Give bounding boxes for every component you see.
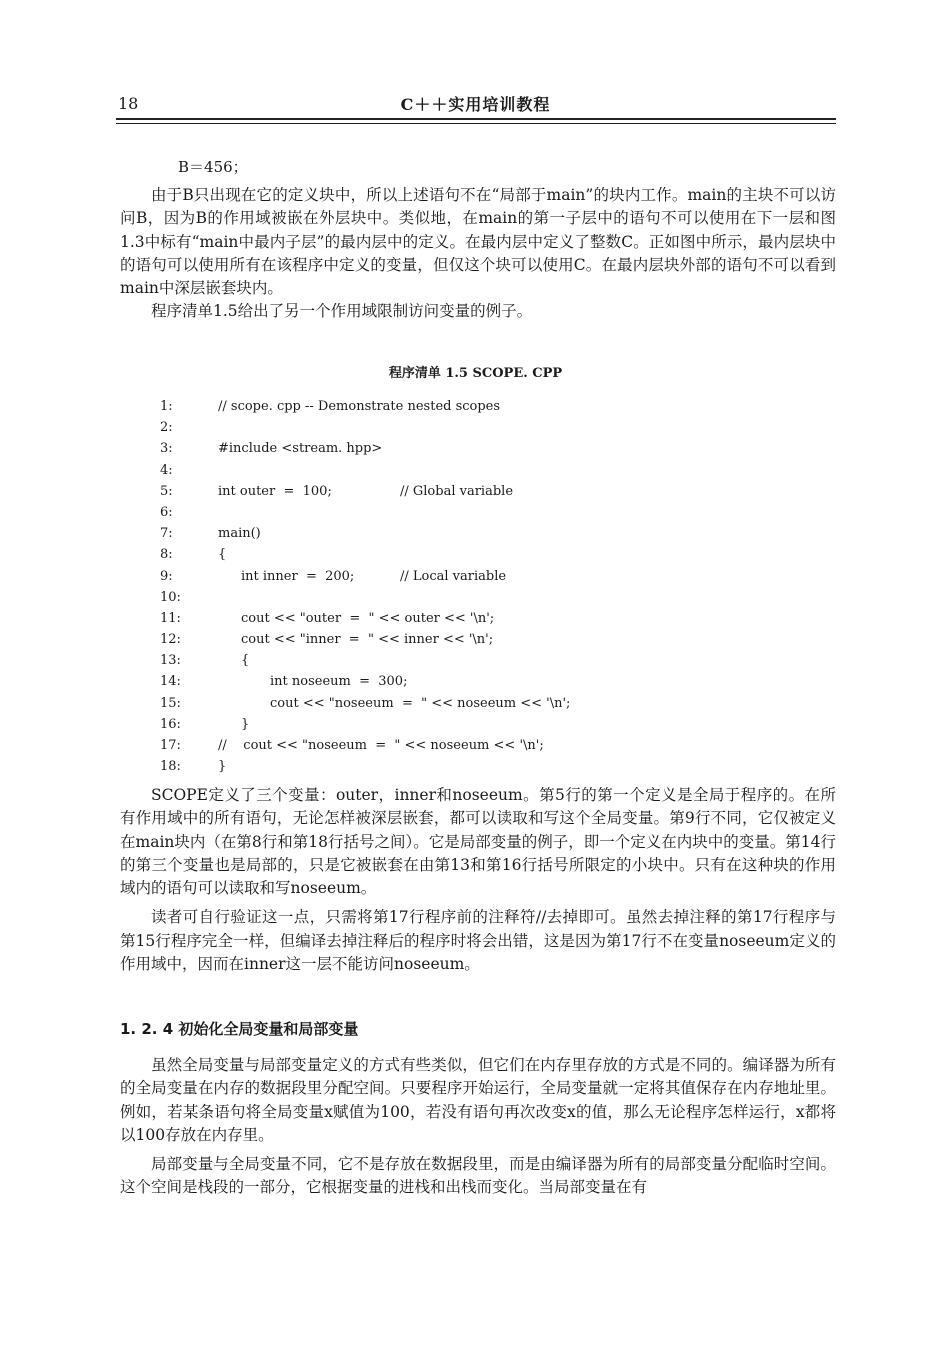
code-line-text: cout << "noseeum = " << noseeum << '\n'; bbox=[270, 695, 571, 711]
page-number: 18 bbox=[118, 94, 139, 113]
code-line-number: 13: bbox=[160, 653, 181, 669]
code-line-text: main() bbox=[218, 526, 261, 542]
paragraph: 由于B只出现在它的定义块中，所以上述语句不在“局部于main”的块内工作。main的主块不可以访问B，因为B的作用域被嵌在外层块中。类似地，在main的第一子层中的语句不可以使用在下一层和图1.3中标有“main中最内子层”的最内层中的定义。在最内层中定义了整数C。正如图中所示，最内层块中的语句可以使用所有在该程序中定义的变量，但仅这个块可以使用C。在最内层块外部的语句不可以看到main中深层嵌套块内。 bbox=[120, 186, 836, 298]
code-line-number: 10: bbox=[160, 589, 181, 605]
running-title: C＋＋实用培训教程 bbox=[400, 95, 551, 114]
code-line-text: int outer = 100; bbox=[218, 483, 332, 499]
code-line-number: 9: bbox=[160, 568, 173, 584]
code-line-number: 7: bbox=[160, 526, 173, 542]
code-line-number: 6: bbox=[160, 504, 173, 520]
text-block-1 bbox=[120, 184, 836, 324]
code-line-text: { bbox=[218, 547, 227, 563]
code-line-text: { bbox=[241, 653, 250, 669]
header-rule-thick bbox=[116, 118, 836, 120]
code-line-number: 8: bbox=[160, 547, 173, 563]
paragraph: 虽然全局变量与局部变量定义的方式有些类似，但它们在内存里存放的方式是不同的。编译器为所有的全局变量在内存的数据段里分配空间。只要程序开始运行，全局变量就一定将其值保存在内存地址里。例如，若某条语句将全局变量x赋值为100，若没有语句再次改变x的值，那么无论程序怎样运行，x都将以100存放在内存里。 bbox=[120, 1056, 836, 1144]
code-line-number: 4: bbox=[160, 462, 173, 478]
code-line-text: int noseeum = 300; bbox=[270, 674, 408, 690]
code-line-number: 15: bbox=[160, 695, 181, 711]
section-heading: 1. 2. 4 初始化全局变量和局部变量 bbox=[120, 1020, 359, 1038]
listing-title: 程序清单 1.5 SCOPE. CPP bbox=[388, 366, 563, 381]
code-line-number: 1: bbox=[160, 399, 173, 414]
code-comment: // Global variable bbox=[400, 483, 514, 499]
text-block-3 bbox=[120, 1054, 836, 1200]
code-line-text: // scope. cpp -- Demonstrate nested scopes bbox=[218, 399, 501, 414]
header-rule-thin bbox=[116, 123, 836, 124]
code-line-text: // cout << "noseeum = " << noseeum << '\n'; bbox=[218, 738, 544, 753]
code-comment: // Local variable bbox=[400, 568, 507, 584]
code-line-number: 17: bbox=[160, 738, 181, 753]
code-line-number: 14: bbox=[160, 674, 181, 690]
code-line-number: 3: bbox=[160, 441, 173, 457]
code-line-text: int inner = 200; bbox=[241, 568, 355, 584]
code-line-number: 2: bbox=[160, 420, 173, 436]
paragraph: 程序清单1.5给出了另一个作用域限制访问变量的例子。 bbox=[151, 302, 533, 321]
code-line-text: } bbox=[241, 716, 250, 732]
paragraph: 读者可自行验证这一点，只需将第17行程序前的注释符//去掉即可。虽然去掉注释的第17行程序与第15行程序完全一样，但编译去掉注释后的程序时将会出错，这是因为第17行不在变量noseeum定义的作用域中，因而在inner这一层不能访问noseeum。 bbox=[120, 908, 836, 974]
code-line-number: 12: bbox=[160, 632, 181, 648]
code-line-text: } bbox=[218, 759, 227, 775]
code-line-text: #include <stream. hpp> bbox=[218, 441, 383, 457]
code-line-number: 11: bbox=[160, 610, 181, 626]
code-line-text: cout << "outer = " << outer << '\n'; bbox=[241, 610, 495, 626]
text-block-2 bbox=[120, 784, 836, 976]
code-line-number: 5: bbox=[160, 483, 173, 499]
paragraph: SCOPE定义了三个变量：outer，inner和noseeum。第5行的第一个定义是全局于程序的。在所有作用域中的所有语句，无论怎样被深层嵌套，都可以读取和写这个全局变量。第9行不同，它仅被定义在main块内（在第8行和第18行括号之间）。它是局部变量的例子，即一个定义在内块中的变量。第14行的第三个变量也是局部的，只是它被嵌套在由第13和第16行括号所限定的小块中。只有在这种块的作用域内的语句可以读取和写noseeum。 bbox=[120, 786, 836, 898]
code-line-text: cout << "inner = " << inner << '\n'; bbox=[241, 632, 494, 648]
code-line-b: B＝456； bbox=[178, 158, 248, 176]
code-line-number: 18: bbox=[160, 759, 181, 775]
paragraph: 局部变量与全局变量不同，它不是存放在数据段里，而是由编译器为所有的局部变量分配临时空间。这个空间是栈段的一部分，它根据变量的进栈和出栈而变化。当局部变量在有 bbox=[120, 1155, 836, 1197]
code-line-number: 16: bbox=[160, 716, 181, 732]
